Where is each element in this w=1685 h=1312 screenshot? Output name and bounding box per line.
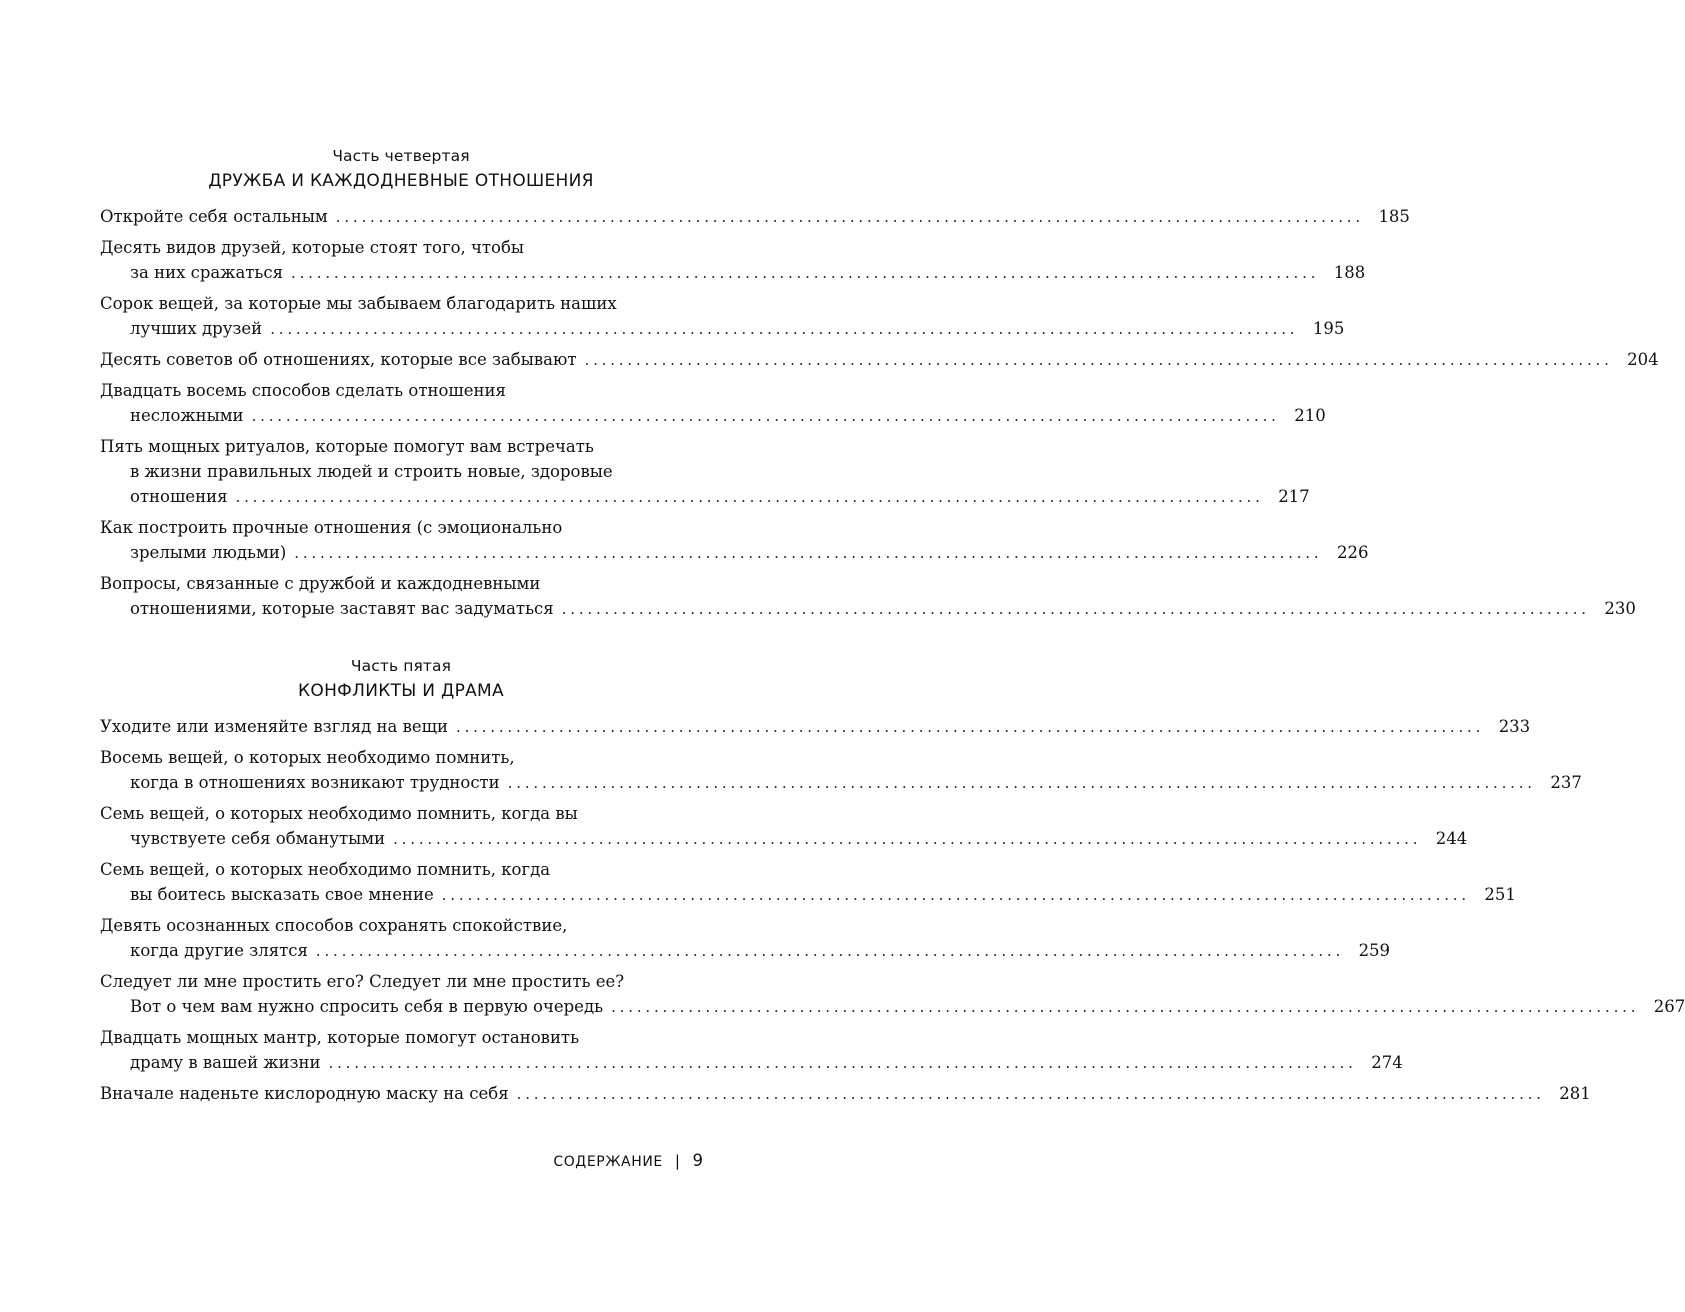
toc-entry xyxy=(100,204,1410,229)
toc-entry-line xyxy=(100,347,1659,372)
toc-entry-line xyxy=(100,235,702,260)
toc-entry xyxy=(100,801,1468,851)
toc-entry-title: Двадцать восемь способов сделать отношения xyxy=(100,381,506,400)
toc-entry-line xyxy=(100,571,702,596)
toc-entry-title: драму в вашей жизни xyxy=(130,1053,321,1072)
toc-page-number: 226 xyxy=(1336,543,1369,562)
toc-page-number: 259 xyxy=(1358,941,1391,960)
toc-entry xyxy=(100,515,1369,565)
footer-page-number: 9 xyxy=(692,1151,703,1170)
toc-entry-line xyxy=(100,316,1345,341)
toc-entry-title: Девять осознанных способов сохранять спокойствие, xyxy=(100,916,568,935)
toc-entry-title: Вопросы, связанные с дружбой и каждодневными xyxy=(100,574,541,593)
toc-page-number: 185 xyxy=(1378,207,1410,226)
toc-entry-line xyxy=(100,484,1310,509)
toc-entry-title: Как построить прочные отношения (с эмоционально xyxy=(100,518,563,537)
toc-entry-title: отношения xyxy=(130,487,228,506)
running-footer xyxy=(553,1150,703,1173)
toc-entry-title: Пять мощных ритуалов, которые помогут вам встречать xyxy=(100,437,594,456)
toc-page-number: 233 xyxy=(1498,717,1531,736)
toc-entry-line xyxy=(100,540,1369,565)
dot-leader: ........................................................................................................................ xyxy=(294,544,1323,562)
toc-entry-title: Двадцать мощных мантр, которые помогут остановить xyxy=(100,1028,580,1047)
part-four-toc xyxy=(100,204,1659,621)
toc-entry-title: Вначале наденьте кислородную маску на себя xyxy=(100,1084,509,1103)
toc-entry-title: Следует ли мне простить его? Следует ли мне простить ее? xyxy=(100,972,625,991)
toc-page-number: 281 xyxy=(1559,1084,1591,1103)
dot-leader: ........................................................................................................................ xyxy=(393,830,1422,848)
toc-entry-title: несложными xyxy=(130,406,244,425)
toc-entry-line xyxy=(100,938,1391,963)
toc-entry-title: чувствуете себя обманутыми xyxy=(130,829,386,848)
part-five-label: Часть пятая xyxy=(350,657,452,675)
toc-entry-line xyxy=(100,994,1685,1019)
part-four-heading xyxy=(100,146,702,193)
toc-entry xyxy=(100,571,1636,621)
toc-entry-line xyxy=(100,291,702,316)
part-five-heading xyxy=(100,656,702,703)
footer-separator: | xyxy=(674,1152,681,1170)
toc-entry-title: лучших друзей xyxy=(130,319,263,338)
dot-leader: ........................................................................................................................ xyxy=(270,320,1299,338)
toc-entry-title: Семь вещей, о которых необходимо помнить, когда вы xyxy=(100,804,578,823)
toc-entry-line xyxy=(100,434,702,459)
toc-page-number: 204 xyxy=(1627,350,1659,369)
toc-entry-title: зрелыми людьми) xyxy=(130,543,287,562)
toc-page-number: 267 xyxy=(1653,997,1685,1016)
toc-entry-title: Уходите или изменяйте взгляд на вещи xyxy=(100,717,449,736)
part-four-label: Часть четвертая xyxy=(332,147,470,165)
toc-entry xyxy=(100,235,1366,285)
part-four-title: ДРУЖБА И КАЖДОДНЕВНЫЕ ОТНОШЕНИЯ xyxy=(208,171,594,191)
toc-page-number: 244 xyxy=(1435,829,1468,848)
toc-entry-line xyxy=(100,745,702,770)
dot-leader: ........................................................................................................................ xyxy=(611,998,1640,1016)
toc-entry-line xyxy=(100,826,1468,851)
toc-entry xyxy=(100,1081,1591,1106)
toc-entry-title: Восемь вещей, о которых необходимо помнить, xyxy=(100,748,515,767)
toc-entry-title: вы боитесь высказать свое мнение xyxy=(130,885,434,904)
toc-entry xyxy=(100,291,1345,341)
toc-entry-title: Десять видов друзей, которые стоят того, чтобы xyxy=(100,238,525,257)
toc-entry xyxy=(100,347,1659,372)
toc-entry-line xyxy=(100,857,702,882)
toc-entry-title: Вот о чем вам нужно спросить себя в первую очередь xyxy=(130,997,604,1016)
dot-leader: ........................................................................................................................ xyxy=(561,600,1590,618)
toc-page-number: 210 xyxy=(1294,406,1326,425)
toc-entry-title: Откройте себя остальным xyxy=(100,207,328,226)
dot-leader: ........................................................................................................................ xyxy=(291,264,1320,282)
part-five-toc xyxy=(100,714,1685,1106)
toc-entry-line xyxy=(100,969,702,994)
dot-leader: ........................................................................................................................ xyxy=(235,488,1264,506)
footer-section-title: СОДЕРЖАНИЕ xyxy=(553,1154,663,1170)
toc-entry-line xyxy=(100,260,1366,285)
toc-entry-title: Десять советов об отношениях, которые все забывают xyxy=(100,350,577,369)
toc-page-number: 195 xyxy=(1312,319,1345,338)
dot-leader: ........................................................................................................................ xyxy=(441,886,1470,904)
dot-leader: ........................................................................................................................ xyxy=(328,1054,1357,1072)
toc-entry xyxy=(100,969,1685,1019)
dot-leader: ........................................................................................................................ xyxy=(315,942,1345,960)
toc-entry-title: Сорок вещей, за которые мы забываем благодарить наших xyxy=(100,294,617,313)
toc-entry-line xyxy=(100,1025,702,1050)
toc-entry xyxy=(100,434,1310,509)
toc-entry-line xyxy=(100,801,702,826)
dot-leader: ........................................................................................................................ xyxy=(507,774,1536,792)
toc-entry-line xyxy=(100,770,1582,795)
toc-entry-line xyxy=(100,596,1636,621)
dot-leader: ........................................................................................................................ xyxy=(516,1085,1545,1103)
toc-entry-title: когда другие злятся xyxy=(130,941,308,960)
toc-entry-line xyxy=(100,913,702,938)
toc-page-number: 217 xyxy=(1278,487,1310,506)
toc-entry-line xyxy=(100,714,1531,739)
toc-entry xyxy=(100,378,1326,428)
toc-entry-line xyxy=(100,403,1326,428)
toc-entry xyxy=(100,714,1531,739)
toc-page-number: 230 xyxy=(1604,599,1636,618)
dot-leader: ........................................................................................................................ xyxy=(251,407,1280,425)
toc-entry-line xyxy=(100,1050,1403,1075)
toc-entry-title: Семь вещей, о которых необходимо помнить, когда xyxy=(100,860,551,879)
toc-entry-line xyxy=(100,515,702,540)
toc-page-number: 251 xyxy=(1484,885,1516,904)
toc-entry-line xyxy=(100,204,1410,229)
toc-entry-line xyxy=(100,882,1516,907)
dot-leader: ........................................................................................................................ xyxy=(584,351,1613,369)
toc-entry-title: в жизни правильных людей и строить новые, здоровые xyxy=(130,462,613,481)
toc-entry-line xyxy=(100,1081,1591,1106)
toc-entry xyxy=(100,1025,1403,1075)
part-five-title: КОНФЛИКТЫ И ДРАМА xyxy=(298,681,504,701)
toc-entry-line xyxy=(100,459,702,484)
toc-page-number: 188 xyxy=(1333,263,1366,282)
toc-entry-title: когда в отношениях возникают трудности xyxy=(130,773,500,792)
toc-entry xyxy=(100,745,1582,795)
toc-entry-title: за них сражаться xyxy=(130,263,284,282)
toc-entry-line xyxy=(100,378,702,403)
toc-page-number: 237 xyxy=(1550,773,1582,792)
toc-entry xyxy=(100,857,1516,907)
dot-leader: ........................................................................................................................ xyxy=(335,208,1364,226)
toc-entry-title: отношениями, которые заставят вас задуматься xyxy=(130,599,554,618)
dot-leader: ........................................................................................................................ xyxy=(456,718,1485,736)
toc-entry xyxy=(100,913,1391,963)
toc-page-number: 274 xyxy=(1371,1053,1403,1072)
